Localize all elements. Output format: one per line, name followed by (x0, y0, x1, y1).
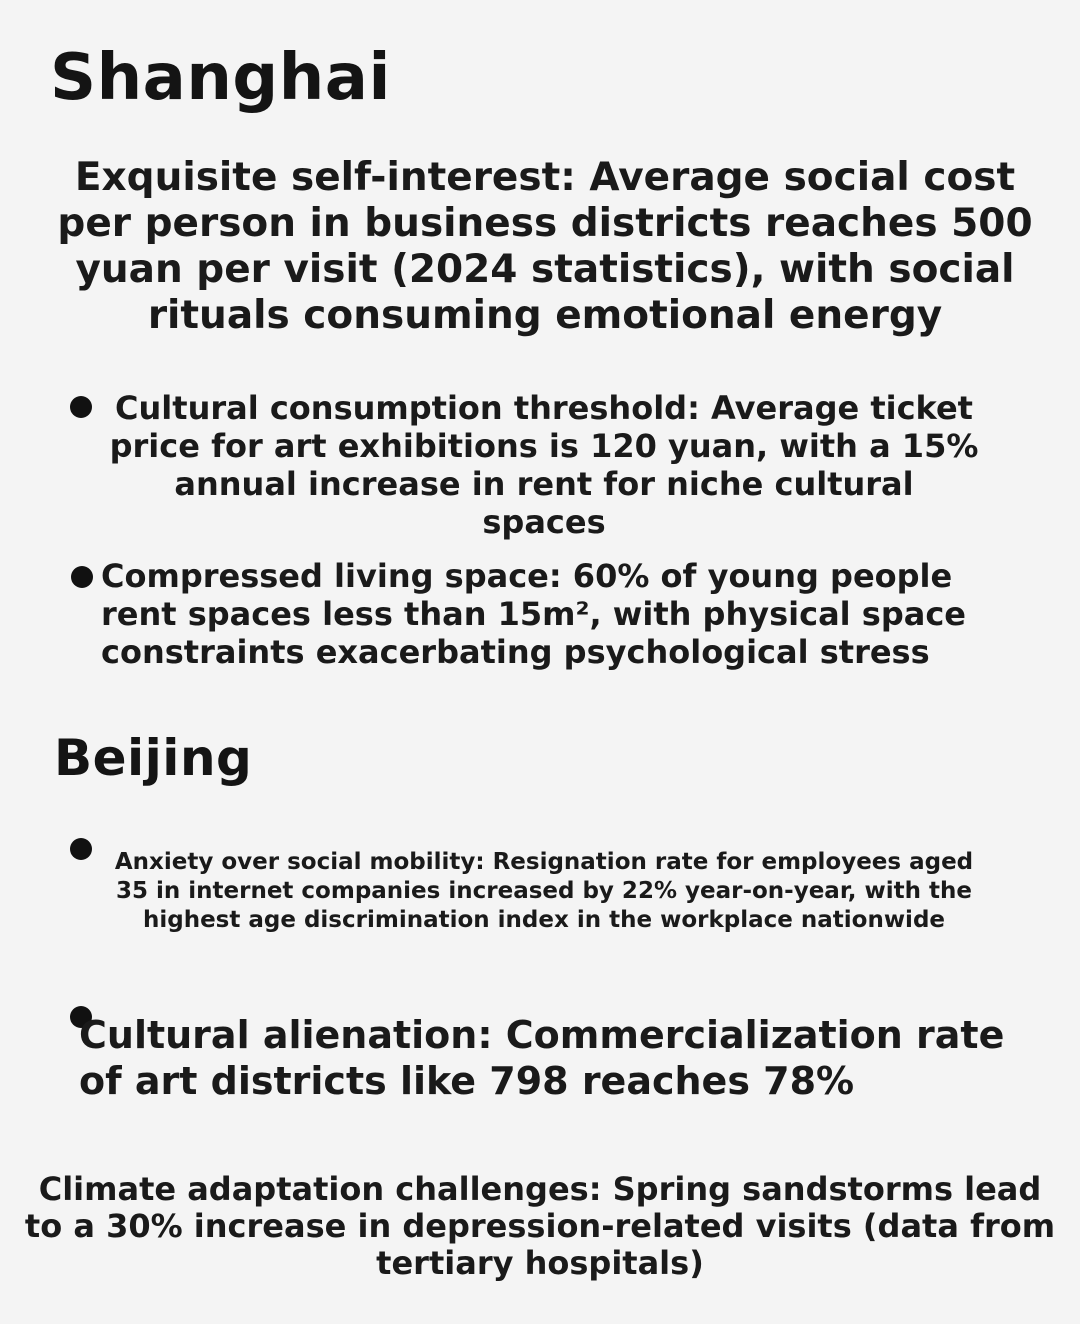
bullet-dot-icon (70, 838, 92, 860)
bullet-dot-icon (70, 396, 92, 418)
beijing-bullet-1: Anxiety over social mobility: Resignation rate for employees aged 35 in internet companies increased by 22% year-on-year, with the highest age discrimination index in the workplace nationwide (114, 849, 974, 933)
beijing-footer-note: Climate adaptation challenges: Spring sandstorms lead to a 30% increase in depression-related visits (data from tertiary hospitals) (24, 1170, 1056, 1282)
shanghai-bullet-1: Cultural consumption threshold: Average ticket price for art exhibitions is 120 yuan, with a 15% annual increase in rent for niche cultural spaces (109, 389, 979, 541)
shanghai-heading: Shanghai (50, 41, 391, 115)
beijing-heading: Beijing (54, 729, 253, 787)
shanghai-bullet-2: Compressed living space: 60% of young people rent spaces less than 15m², with physical space constraints exacerbating psychological stress (101, 557, 966, 671)
beijing-bullet-2: Cultural alienation: Commercialization rate of art districts like 798 reaches 78% (79, 1013, 1005, 1103)
shanghai-headline: Exquisite self-interest: Average social cost per person in business districts reaches 500 yuan per visit (2024 statistics), with social rituals consuming emotional energy (57, 155, 1033, 338)
bullet-dot-icon (71, 566, 93, 588)
